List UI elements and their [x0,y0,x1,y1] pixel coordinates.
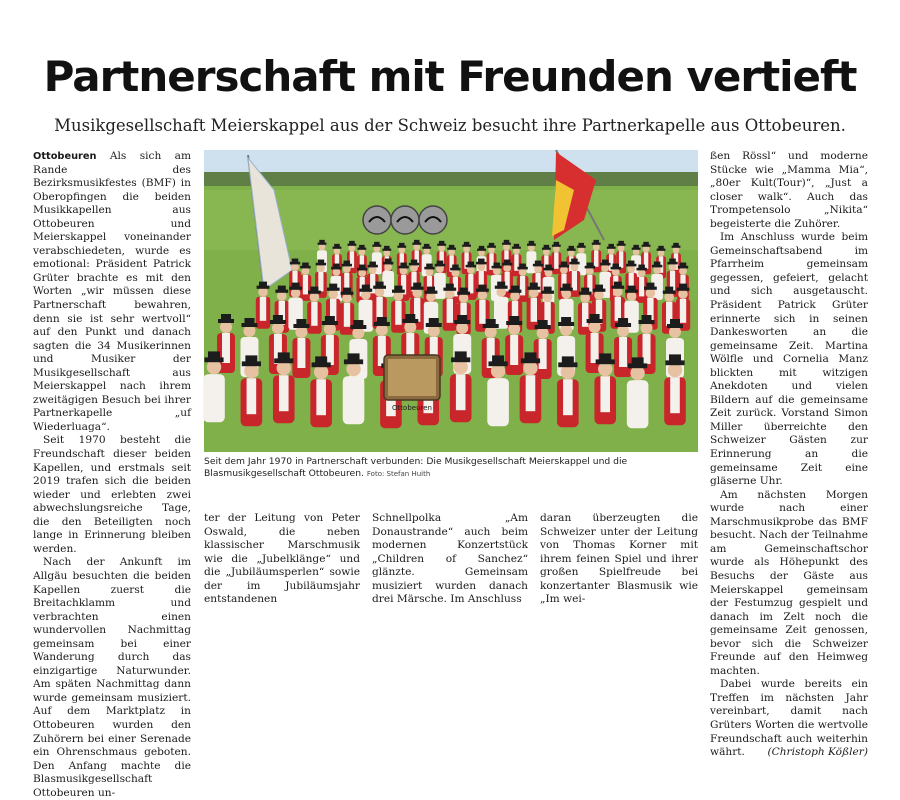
article-column-2: ter der Leitung von Peter Oswald, die neben klassischer Marschmusik wie die „Jubelklänge“ und die „Jubiläumsperlen“ sowie der im Jubiläumsjahr entstandenen [204,512,360,606]
photo-credit: Foto: Stefan Huith [366,470,431,478]
drum [419,206,447,234]
paragraph: Seit 1970 besteht die Freundschaft dieser beiden Kapellen, und erstmals seit 2019 trafen sich die beiden wieder und erlebten zwei abwechslungsreiche Tage, die den Beteiligten noch lange in Erinnerung bleiben werden. [33,434,191,555]
band-group-photo [204,150,698,452]
article-column-3: Schnellpolka „Am Donaustrande“ auch beim modernen Konzertstück „Children of Sanchez“ glänzte. Gemeinsam musiziert wurden danach drei Märsche. Im Anschluss [372,512,528,606]
article-column-4: daran überzeugten die Schweizer unter der Leitung von Thomas Korner mit ihrem feinen Spiel und ihrer großen Spielfreude bei konzertanter Blasmusik wie „Im wei- [540,512,698,606]
headline: Partnerschaft mit Freunden vertieft [43,52,857,101]
author: (Christoph Kößler) [767,746,868,759]
tree-line [204,172,698,186]
paragraph: Ottobeuren Als sich am Rande des Bezirksmusikfestes (BMF) in Oberopfingen die beiden Musikkapellen aus Ottobeuren und Meierskappel voneinander verabschiedeten, wurde es emotional: Präsident Patrick Grüter brachte es mit den Worten „wir müssen diese Partnerschaft bewahren, denn sie ist sehr wertvoll“ auf den Punkt und danach sagten die 34 Musikerinnen und Musiker der Musikgesellschaft aus Meierskappel nach ihrem zweitägigen Besuch bei ihrer Partnerkapelle „uf Wiederluaga“. [33,150,191,433]
photo-illustration [204,150,698,452]
subheadline: Musikgesellschaft Meierskappel aus der Schweiz besucht ihre Partnerkapelle aus Ottobeuren. [54,116,846,135]
article-column-1 [33,150,191,799]
article-column-5: ßen Rössl“ und moderne Stücke wie „Mamma Mia“, „80er Kult(Tour)“, „Just a closer walk“. Auch das Trompetensolo „Nikita“ begeisterte die Zuhörer. Im Anschluss wurde beim Gemeinschaftsabend im Pfarrheim gemeinsam gegessen, gefeiert, gelacht und sich ausgetauscht. Präsident Patrick Grüter erinnerte sich in seinen Dankesworten an die gemeinsame Zeit. Martina Wölfle und Cornelia Manz blickten mit witzigen Anekdoten und vielen Bildern auf die gemeinsame Zeit zurück. Vorstand Simon Miller überreichte den Schweizer Gästen zur Erinnerung an die gemeinsame Zeit eine gläserne Uhr. Am nächsten Morgen wurde nach einer Marschmusikprobe das BMF besucht. Nach der Teilnahme am Gemeinschaftschor wurde als Höhepunkt des Besuchs der Gäste aus Meierskappel gemeinsam der Festumzug gespielt und danach im Zelt noch die gemeinsame Zeit genossen, bevor sich die Schweizer Freunde auf den Heimweg machten. Dabei wurde bereits ein Treffen im nächsten Jahr vereinbart, damit nach Grüters Worten die wertvolle Freundschaft auch weiterhin währt. (Christoph Kößler) [710,150,868,759]
drum [391,206,419,234]
paragraph: Nach der Ankunft im Allgäu besuchten die beiden Kapellen zuerst die Breitachklamm und verbrachten einen wundervollen Nachmittag gemeinsam bei einer Wanderung durch das einzigartige Naturwunder. Am späten Nachmittag dann wurde gemeinsam musiziert. Auf dem Marktplatz in Ottobeuren wurden den Zuhörern bei einer Serenade ein Ohrenschmaus geboten. Den Anfang machte die Blasmusikgesellschaft Ottobeuren un- [33,556,191,799]
drum [363,206,391,234]
photo-caption: Seit dem Jahr 1970 in Partnerschaft verbunden: Die Musikgesellschaft Meierskappel und die Blasmusikgesellschaft Ottobeuren. Foto: Stefan Huith [204,456,628,479]
dateline: Ottobeuren [33,151,97,162]
drum-lettering: Ottobeuren [392,404,432,412]
